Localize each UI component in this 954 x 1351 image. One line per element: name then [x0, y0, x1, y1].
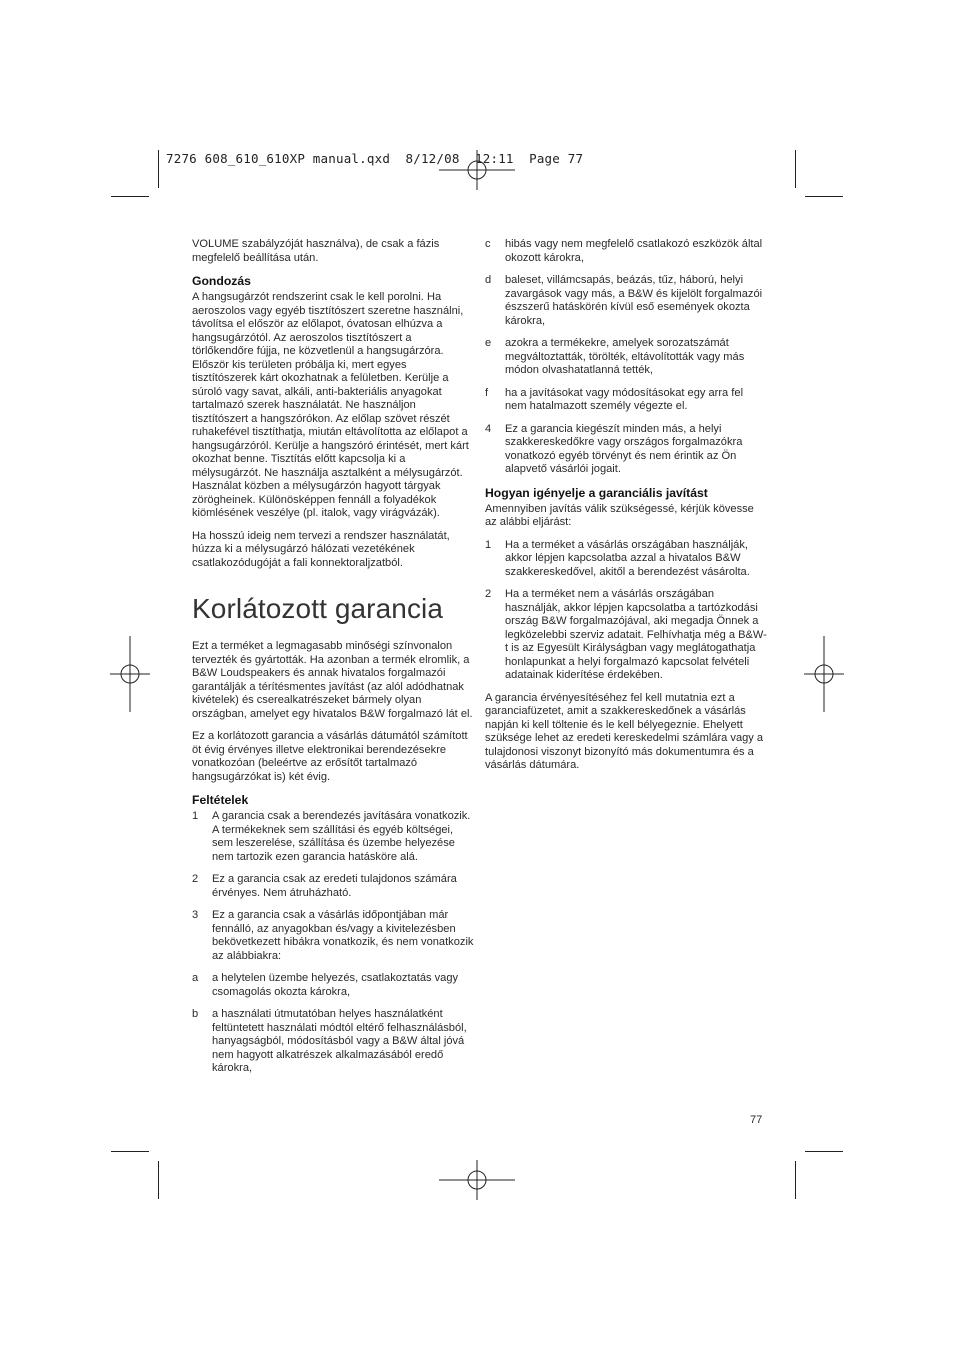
list-item	[192, 873, 474, 900]
list-marker: 4	[485, 422, 492, 435]
right-column	[485, 238, 767, 782]
list-text: a helytelen üzembe helyezés, csatlakoztatás vagy csomagolás okozta károkra,	[212, 972, 459, 998]
list-item	[192, 909, 474, 963]
closing-paragraph: A garancia érvényesítéséhez fel kell mutatnia ezt a garanciafüzetet, amit a szakkereskedőnek a vásárlás napján ki kell töltenie és le kell bélyegeznie. Ehelyett szüksége lehet az eredeti kereskedelmi számlára vagy a tulajdonosi viszonyt bizonyító más dokumentumra és a vásárlás dátumára.	[485, 691, 764, 771]
crop-mark	[805, 1151, 843, 1152]
list-text: hibás vagy nem megfelelő csatlakozó eszközök által okozott károkra,	[505, 238, 763, 264]
crop-mark	[805, 196, 843, 197]
crop-mark	[111, 1151, 149, 1152]
section-title: Korlátozott garancia	[192, 593, 444, 624]
crop-mark	[795, 150, 796, 188]
list-item	[192, 1008, 474, 1076]
list-text: baleset, villámcsapás, beázás, tűz, háború, helyi zavargások vagy más, a B&W és kijelölt forgalmazói észszerű hatáskörén kívül eső események okozta károkra,	[505, 274, 763, 327]
list-marker: b	[192, 1008, 199, 1020]
list-marker: d	[485, 274, 492, 286]
crop-mark	[158, 1161, 159, 1199]
list-text: azokra a termékekre, amelyek sorozatszámát megváltoztatták, törölték, eltávolították vagy más módon olvashatatlanná tették,	[505, 337, 745, 376]
left-column	[192, 238, 474, 1085]
list-text: A garancia csak a berendezés javítására vonatkozik. A termékeknek sem szállítási és egyéb költségei, sem leszerelése, szállítása és üzembe helyezése nem tartozik ezen garancia hatásköre alá.	[212, 810, 471, 863]
list-text: Ez a garancia kiegészít minden más, a helyi szakkereskedőkre vagy országos forgalmazókra vonatkozó egyéb törvényt és nem érintik az Ön alapvető vásárlói jogait.	[505, 422, 743, 475]
crop-mark	[158, 150, 159, 188]
list-marker: 3	[192, 909, 199, 921]
list-item	[485, 423, 767, 477]
hogyan-intro: Amennyiben javítás válik szükségessé, kérjük kövesse az alábbi eljárást:	[485, 502, 754, 528]
page-number: 77	[750, 1114, 763, 1126]
crop-mark	[795, 1161, 796, 1199]
list-item	[192, 972, 474, 999]
list-item	[485, 588, 767, 683]
list-text: Ha a terméket a vásárlás országában használják, akkor lépjen kapcsolatba azzal a hivatalos B&W szakkereskedővel, akitől a berendezést vásárolta.	[505, 538, 750, 578]
list-item	[485, 387, 767, 414]
garancia-paragraph: Ezt a terméket a legmagasabb minőségi színvonalon tervezték és gyártották. Ha azonban a termék elromlik, a B&W Loudspeakers és annak hivatalos forgalmazói garantálják a térítésmentes javítást (az alól adódhatnak kivételek) és cserealkatrészeket bármely olyan országban, amelyet egy hivatalos B&W forgalmazó lát el.	[192, 640, 473, 720]
hogyan-heading: Hogyan igényelje a garanciális javítást	[485, 485, 708, 500]
crop-mark	[111, 196, 149, 197]
list-marker: e	[485, 337, 492, 349]
registration-mark-left	[110, 634, 150, 714]
list-marker: f	[485, 386, 489, 399]
registration-mark-right	[804, 634, 844, 714]
list-text: a használati útmutatóban helyes használatként feltüntetett használati módtól eltérő felhasználásból, hanyagságból, módosításból vagy a B&W által jóvá nem hagyott alkatrészek alkalmazásából eredő károkra,	[212, 1008, 467, 1074]
list-text: ha a javításokat vagy módosításokat egy arra fel nem hatalmazott személy végezte el.	[505, 386, 744, 412]
list-text: Ha a terméket nem a vásárlás országában használják, akkor lépjen kapcsolatba a tartózkodási ország B&W forgalmazójával, aki megadja Önnek a legközelebbi szerviz adatait. Felhívhatja még a B&W-t is az Egyesült Királyságban vagy meglátogathatja honlapunkat a helyi forgalmazó kapcsolat felvételi adatainak kiderítése érdekében.	[505, 588, 767, 681]
gondozas-paragraph: Ha hosszú ideig nem tervezi a rendszer használatát, húzza ki a mélysugárzó hálózati vezetékének csatlakozódugóját a fali konnektoraljzatból.	[192, 529, 450, 569]
list-item	[485, 337, 767, 378]
list-text: Ez a garancia csak a vásárlás időpontjában már fennálló, az anyagokban és/vagy a kivitelezésben bekövetkezett hibákra vonatkozik, és nem vonatkozik az alábbiakra:	[212, 909, 474, 962]
list-text: Ez a garancia csak az eredeti tulajdonos számára érvényes. Nem átruházható.	[212, 873, 457, 899]
garancia-paragraph: Ez a korlátozott garancia a vásárlás dátumától számított öt évig érvényes illetve elektronikai berendezésekre vonatkozóan (beleértve az erősítőt tartalmazó hangsugárzókat is) két évig.	[192, 730, 468, 783]
list-marker: 1	[192, 810, 199, 822]
list-marker: 2	[485, 588, 492, 600]
list-item	[485, 274, 767, 328]
registration-mark-top	[437, 150, 517, 190]
feltetelek-heading: Feltételek	[192, 793, 249, 807]
gondozas-heading: Gondozás	[192, 274, 251, 288]
gondozas-paragraph: A hangsugárzót rendszerint csak le kell porolni. Ha aeroszolos vagy egyéb tisztítószert szeretne használni, távolítsa el először az előlapot, óvatosan elhúzva a hangsugárzótól. Az aeroszolos tisztítószert a törlőkendőre fújja, ne közvetlenül a hangsugárzóra. Először kis területen próbálja ki, mert egyes tisztítószerek kárt okozhatnak a felületben. Kerülje a súroló vagy savat, alkáli, anti-bakteriális anyagokat tartalmazó szerek használatát. Ne használjon tisztítószert a hangszórókon. Az előlap szövet részét ruhakefével tisztíthatja, miután eltávolította az előlapot a hangsugárzóról. Kerülje a hangszóró érintését, mert kárt okozhat benne. Tisztítás előtt kapcsolja ki a mélysugárzót. Ne használja asztalként a mélysugárzót. Használat közben a mélysugárzón hagyott tárgyak zörögheinek. Különösképpen fennáll a folyadékok kiömlésének veszélye (pl. italok, vagy virágvázák).	[192, 291, 469, 519]
list-marker: 1	[485, 538, 492, 551]
list-item	[485, 238, 767, 265]
registration-mark-bottom	[437, 1160, 517, 1200]
list-marker: a	[192, 972, 199, 984]
list-marker: c	[485, 238, 491, 250]
intro-paragraph: VOLUME szabályzóját használva), de csak a fázis megfelelő beállítása után.	[192, 238, 440, 264]
list-item	[192, 810, 474, 864]
list-marker: 2	[192, 873, 199, 885]
print-slug: 7276 608_610_610XP manual.qxd 8/12/08 12:11 Page 77	[166, 151, 584, 166]
list-item	[485, 539, 767, 580]
